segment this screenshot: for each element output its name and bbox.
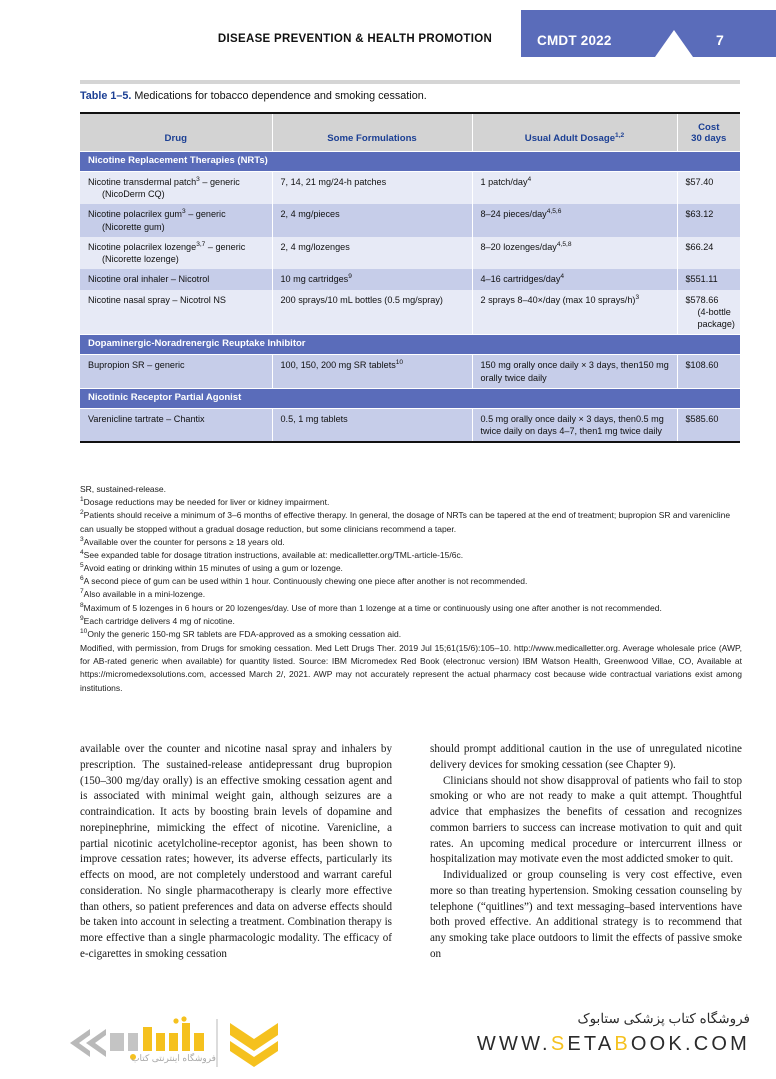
footnote-item [80, 615, 742, 628]
section-band-label: Nicotinic Receptor Partial Agonist [80, 388, 740, 408]
table-caption [80, 90, 740, 102]
cell-cost [677, 269, 740, 289]
drug-sup: 3 [182, 208, 186, 216]
drug-name: Nicotine transdermal patch [88, 176, 197, 187]
footnote-marker: 10 [80, 628, 88, 636]
footnote-text: Available over the counter for persons ≥ 18 years old. [83, 536, 285, 547]
formulations-sup: 10 [395, 359, 404, 367]
dosage-sup: 4,5,8 [556, 240, 572, 248]
footnote-text: Patients should receive a minimum of 3–6 months of effective therapy. In general, the dosage of NRTs can be tapered at the end of treatment; bupropion SR and varenicline can usually be stopped without a gradual dosage reduction, but some clinicians recommend a taper. [80, 510, 731, 534]
cost-note-line2: package) [697, 319, 735, 330]
formulations-sup: 9 [348, 273, 352, 281]
formulations-text: 200 sprays/10 mL bottles (0.5 mg/spray) [280, 294, 443, 305]
cell-drug [80, 408, 272, 442]
url-part-b: B [614, 1033, 631, 1055]
footnote-marker: 3 [80, 535, 84, 543]
book-title: CMDT 2022 [537, 33, 612, 48]
dosage-text: 2 sprays 8–40×/day (max 10 sprays/h) [480, 294, 636, 305]
dosage-sup: 4 [560, 273, 565, 281]
footnote-item [80, 575, 742, 588]
medications-table [80, 112, 740, 443]
footnote-item [80, 536, 742, 549]
column-header-formulations: Some Formulations [272, 113, 472, 152]
cell-formulations [272, 171, 472, 204]
drug-tail: – generic [199, 176, 240, 187]
drug-name: Nicotine polacrilex gum [88, 209, 183, 220]
footnote-text: See expanded table for dosage titration instructions, available at: medicalletter.org/TML-article-15/6c. [83, 549, 464, 560]
dosage-line2: 150 mg orally twice daily [480, 360, 669, 383]
table-row [80, 237, 740, 270]
cost-text: $108.60 [685, 360, 719, 371]
formulations-text: 2, 4 mg/lozenges [280, 241, 350, 252]
drug-tail: – generic [205, 241, 246, 252]
cell-formulations [272, 408, 472, 442]
footnote-marker: 1 [80, 496, 84, 504]
footnote-text: Also available in a mini-lozenge. [83, 589, 206, 600]
cell-drug [80, 171, 272, 204]
dosage-text: 1 patch/day [480, 176, 528, 187]
drug-brand: (Nicorette gum) [102, 221, 165, 232]
column-header-cost [677, 113, 740, 152]
footnote-item [80, 588, 742, 601]
footnote-text: Each cartridge delivers 4 mg of nicotine. [83, 615, 235, 626]
url-part-ookcom: OOK.COM [630, 1033, 750, 1055]
drug-name: Nicotine nasal spray – Nicotrol NS [88, 294, 226, 305]
column-header-cost-line1: Cost [698, 122, 720, 133]
drug-sup: 3 [196, 175, 200, 183]
table-caption-text: Medications for tobacco dependence and smoking cessation. [131, 90, 427, 102]
dosage-sup: 4 [527, 175, 532, 183]
dosage-line1: 150 mg orally once daily × 3 days, then [480, 360, 639, 371]
table-row [80, 355, 740, 389]
dosage-text: 4–16 cartridges/day [480, 274, 561, 285]
column-header-cost-line2: 30 days [691, 133, 727, 144]
url-part-eta: ETA [567, 1033, 615, 1055]
cell-drug [80, 269, 272, 289]
formulations-text: 10 mg cartridges [280, 274, 349, 285]
cell-dosage [472, 408, 677, 442]
section-band [80, 335, 740, 355]
table-row [80, 290, 740, 335]
footnote-item [80, 602, 742, 615]
cell-dosage [472, 237, 677, 270]
column-header-dosage [472, 113, 677, 152]
paragraph: available over the counter and nicotine nasal spray and inhalers by prescription. The sustained-release antidepressant drug bupropion (150–300 mg/day orally) is an effective smoking cessation agent and is associated with minimal weight gain, although seizures are a contraindication. It acts by boosting brain levels of dopamine and norepinephrine, mimicking the effect of nicotine. Varenicline, a partial nicotinic acetylcholine-receptor agonist, has been shown to improve cessation rates; however, its adverse effects, particularly its effects on mood, are not completely understood and warrant careful consideration. No single pharmacotherapy is clearly more effective than others, so patient preferences and data on adverse effects should be taken into account in selecting a treatment. Combination therapy is more effective than a single pharmacologic modality. The efficacy of e-cigarettes in smoking cessation [80, 743, 392, 960]
footnote-marker: 2 [80, 509, 84, 517]
dosage-line1: 0.5 mg orally once daily × 3 days, then [480, 413, 636, 424]
footnote-item [80, 628, 742, 641]
table-body [80, 152, 740, 443]
column-header-dosage-text: Usual Adult Dosage [524, 133, 616, 144]
drug-name: Bupropion SR – generic [88, 360, 185, 371]
paragraph: Individualized or group counseling is very cost effective, even more so than treating hypertension. Smoking cessation counseling by telephone (“quitlines”) and text messaging–based interventions have both proved effective. An additional strategy is to recommend that any smoking take place outdoors to limit the effects of passive smoke on [430, 869, 742, 960]
running-head-title: DISEASE PREVENTION & HEALTH PROMOTION [217, 33, 493, 45]
url-part-s: S [550, 1033, 568, 1055]
cell-formulations [272, 290, 472, 335]
footnote-marker: 8 [80, 601, 84, 609]
drug-name: Nicotine polacrilex lozenge [88, 241, 197, 252]
cell-formulations [272, 237, 472, 270]
column-header-drug: Drug [80, 113, 272, 152]
banner-notch-icon [655, 30, 693, 57]
setabook-tagline: فروشگاه کتاب پزشکی ستابوک [577, 1011, 750, 1026]
table-row [80, 204, 740, 237]
cell-drug [80, 237, 272, 270]
watermark-footer [0, 997, 776, 1079]
footnote-text: Maximum of 5 lozenges in 6 hours or 20 lozenges/day. Use of more than 1 lozenge at a time or continuously using one after another is not recommended. [83, 602, 662, 613]
footnote-source: Modified, with permission, from Drugs for smoking cessation. Med Lett Drugs Ther. 2019 Jul 15;61(15/6):105–10. http://www.medicalletter.org. Average wholesale price (AWP, for AB-rated generic when available) for quantity listed. Source: IBM Micromedex Red Book (electronuc version) IBM Watson Health, Greenwood Villae, CO, Available at https://micromedexsolutions.com, accessed March 2/, 2021. AWP may not accurately represent the actual pharmacy cost because wide contractual variations exist among institutions. [80, 643, 742, 693]
url-part-www: WWW. [476, 1033, 551, 1055]
setabook-wordmark [477, 1011, 750, 1056]
column-header-dosage-sup: 1,2 [615, 131, 625, 139]
cost-text: $551.11 [685, 274, 718, 285]
dosage-line2: 0.5 mg twice daily on days 4–7, then [480, 413, 664, 436]
cell-dosage [472, 204, 677, 237]
setabook-sublabel: فروشگاه اینترنتی کتاب [131, 1053, 216, 1063]
cell-dosage [472, 269, 677, 289]
drug-brand: (NicoDerm CQ) [102, 189, 165, 200]
footnote-text: Avoid eating or drinking within 15 minutes of using a gum or lozenge. [83, 563, 343, 574]
page-number: 7 [716, 32, 724, 48]
dosage-text: 8–24 pieces/day [480, 209, 547, 220]
footnote-marker: 7 [80, 588, 84, 596]
footnote-item [80, 496, 742, 509]
drug-name: Nicotine oral inhaler – Nicotrol [88, 274, 210, 285]
drug-name: Varenicline tartrate – Chantix [88, 413, 205, 424]
formulations-text: 2, 4 mg/pieces [280, 209, 340, 220]
section-band [80, 152, 740, 172]
drug-sup: 3,7 [196, 240, 206, 248]
cell-cost [677, 355, 740, 389]
cell-drug [80, 290, 272, 335]
cell-formulations [272, 269, 472, 289]
footnote-abbrev: SR, sustained-release. [80, 484, 166, 494]
dosage-sup: 3 [635, 293, 640, 301]
cell-cost [677, 171, 740, 204]
cell-dosage [472, 171, 677, 204]
body-columns [80, 742, 742, 992]
dosage-text: 8–20 lozenges/day [480, 241, 557, 252]
cost-text: $63.12 [685, 209, 714, 220]
body-column-left [80, 742, 392, 963]
dosage-sup: 4,5,6 [546, 208, 562, 216]
cell-drug [80, 204, 272, 237]
cost-note-line1: (4-bottle [697, 306, 731, 317]
formulations-text: 100, 150, 200 mg SR tablets [280, 360, 396, 371]
body-column-right [430, 742, 742, 963]
footnote-marker: 4 [80, 549, 84, 557]
cell-dosage [472, 290, 677, 335]
running-head [0, 0, 776, 72]
footnote-text: Only the generic 150-mg SR tablets are FDA-approved as a smoking cessation aid. [87, 628, 402, 639]
cost-text: $66.24 [685, 241, 714, 252]
dosage-line3: 1 mg twice daily [597, 425, 662, 436]
cell-drug [80, 355, 272, 389]
section-rule [80, 80, 740, 84]
footnote-marker: 5 [80, 562, 84, 570]
drug-brand: (Nicorette lozenge) [102, 254, 179, 265]
paragraph: should prompt additional caution in the use of unregulated nicotine delivery devices for smoking cessation (see Chapter 9). [430, 743, 742, 771]
footnote-item [80, 509, 742, 535]
section-band [80, 388, 740, 408]
cost-text: $585.60 [685, 413, 719, 424]
table-caption-label: Table 1–5. [80, 90, 132, 102]
section-band-label: Nicotine Replacement Therapies (NRTs) [80, 152, 740, 172]
cost-text: $578.66 [685, 294, 719, 305]
footnote-item [80, 549, 742, 562]
footnote-marker: 9 [80, 614, 84, 622]
table-footnotes [80, 483, 742, 695]
footnote-text: Dosage reductions may be needed for liver or kidney impairment. [83, 497, 330, 508]
paragraph: Clinicians should not show disapproval of patients who fail to stop smoking or who are not ready to make a quit attempt. Thoughtful advice that emphasizes the benefits of cessation and recognizes common barriers to success can increase motivation to quit and quit rates. An upcoming medical procedure or intercurrent illness or hospitalization may motivate even the most addicted smoker to quit. [430, 774, 742, 866]
cell-cost [677, 408, 740, 442]
table-row [80, 269, 740, 289]
cost-text: $57.40 [685, 176, 714, 187]
cell-dosage [472, 355, 677, 389]
cell-formulations [272, 355, 472, 389]
table-row [80, 408, 740, 442]
formulations-text: 0.5, 1 mg tablets [280, 413, 348, 424]
drug-tail: – generic [185, 209, 226, 220]
table-header-row [80, 113, 740, 152]
table-header [80, 113, 740, 152]
cell-cost [677, 204, 740, 237]
setabook-url[interactable] [477, 1033, 750, 1056]
footnote-marker: 6 [80, 575, 84, 583]
cell-cost [677, 290, 740, 335]
cell-formulations [272, 204, 472, 237]
formulations-text: 7, 14, 21 mg/24-h patches [280, 176, 387, 187]
footnote-text: A second piece of gum can be used within 1 hour. Continuously chewing one piece after another is not recommended. [83, 576, 528, 587]
section-band-label: Dopaminergic-Noradrenergic Reuptake Inhibitor [80, 335, 740, 355]
cell-cost [677, 237, 740, 270]
table-row [80, 171, 740, 204]
footnote-item [80, 562, 742, 575]
